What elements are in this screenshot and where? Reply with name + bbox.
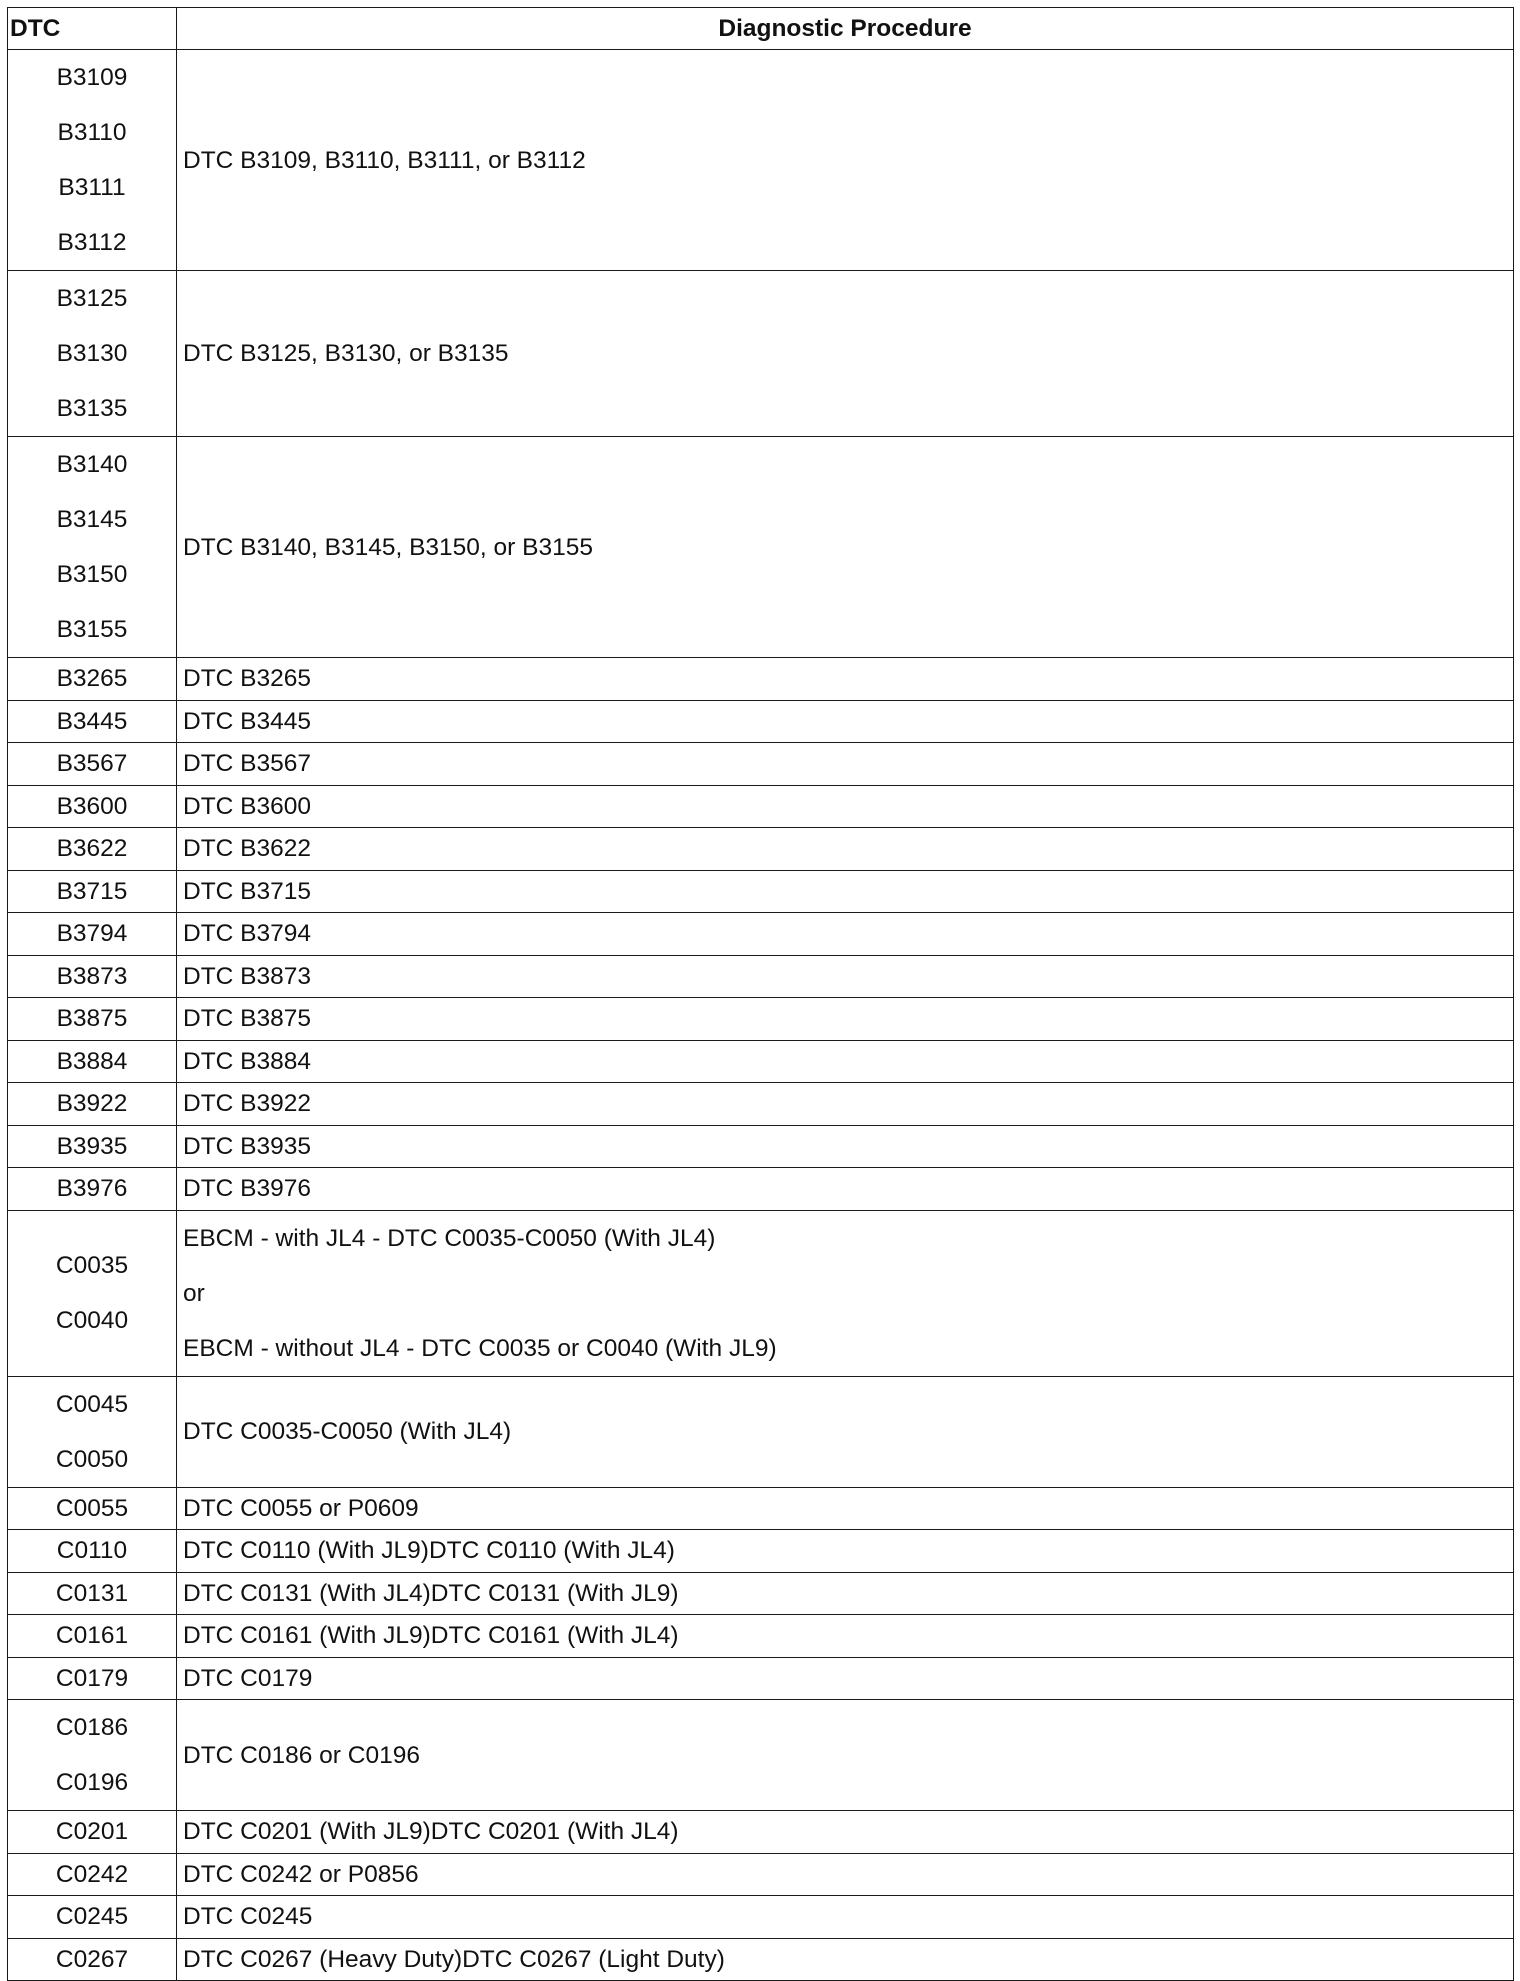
diagnostic-procedure-cell: [177, 913, 1514, 956]
dtc-code: B3622: [56, 835, 128, 862]
dtc-code-cell: [8, 50, 177, 271]
table-row: [8, 1210, 1514, 1376]
dtc-code: B3794: [56, 920, 128, 947]
diagnostic-procedure-link: DTC C0055 or P0609: [183, 1494, 419, 1522]
dtc-code-cell: [8, 1083, 177, 1126]
dtc-code: B3922: [56, 1090, 128, 1117]
dtc-code: B3873: [56, 962, 128, 990]
dtc-code: C0161: [55, 1622, 129, 1649]
table-row: [8, 1376, 1514, 1487]
dtc-code: B3145: [56, 506, 128, 533]
diagnostic-procedure-link: DTC C0186 or C0196: [183, 1741, 420, 1769]
dtc-code-cell: [8, 1530, 177, 1573]
table-row: [8, 1572, 1514, 1615]
diagnostic-procedure-link: or: [183, 1279, 205, 1307]
table-row: [8, 1125, 1514, 1168]
diagnostic-procedure-link: DTC B3976: [183, 1175, 312, 1202]
table-row: [8, 1040, 1514, 1083]
dtc-code: C0055: [55, 1494, 129, 1522]
diagnostic-procedure-link: DTC B3600: [183, 792, 312, 820]
dtc-code-cell: [8, 1210, 177, 1376]
diagnostic-procedure-cell: [177, 437, 1514, 658]
diagnostic-procedure-cell: [177, 1083, 1514, 1126]
table-row: [8, 913, 1514, 956]
dtc-code-cell: [8, 1168, 177, 1211]
dtc-code-cell: [8, 700, 177, 743]
table-row: [8, 1700, 1514, 1811]
diagnostic-procedure-cell: [177, 870, 1514, 913]
dtc-code-cell: [8, 658, 177, 701]
diagnostic-procedure-cell: [177, 271, 1514, 437]
diagnostic-procedure-link: DTC C0267 (Heavy Duty)DTC C0267 (Light Duty): [183, 1945, 725, 1973]
dtc-code-cell: [8, 1615, 177, 1658]
table-row: [8, 1853, 1514, 1896]
dtc-code-cell: [8, 1657, 177, 1700]
dtc-code-cell: [8, 271, 177, 437]
table-header-row: [8, 8, 1514, 50]
diagnostic-procedure-cell: [177, 1938, 1514, 1981]
dtc-code: B3600: [56, 792, 128, 820]
dtc-code-cell: [8, 785, 177, 828]
diagnostic-procedure-cell: [177, 1700, 1514, 1811]
dtc-code-cell: [8, 1700, 177, 1811]
dtc-code: C0245: [55, 1903, 129, 1930]
dtc-code-cell: [8, 955, 177, 998]
dtc-code: B3111: [58, 174, 126, 201]
diagnostic-procedure-link: DTC B3875: [183, 1005, 312, 1032]
dtc-code: C0131: [55, 1579, 129, 1607]
dtc-code: C0110: [56, 1537, 128, 1564]
dtc-code: B3140: [56, 451, 128, 478]
diagnostic-procedure-link: DTC C0201 (With JL9)DTC C0201 (With JL4): [183, 1818, 679, 1845]
diagnostic-procedure-link: DTC C0035-C0050 (With JL4): [183, 1418, 512, 1445]
header-diagnostic-procedure: Diagnostic Procedure: [177, 8, 1514, 50]
dtc-code: B3109: [56, 64, 128, 91]
dtc-code: B3150: [56, 561, 128, 588]
dtc-code: B3935: [56, 1132, 128, 1160]
diagnostic-procedure-cell: [177, 1040, 1514, 1083]
table-row: [8, 1083, 1514, 1126]
dtc-code-cell: [8, 998, 177, 1041]
dtc-code: B3445: [56, 707, 128, 735]
header-dtc: DTC: [8, 8, 177, 50]
table-row: [8, 700, 1514, 743]
table-row: [8, 1168, 1514, 1211]
diagnostic-procedure-link: DTC C0131 (With JL4)DTC C0131 (With JL9): [183, 1579, 679, 1607]
diagnostic-procedure-link: DTC B3884: [183, 1047, 312, 1075]
dtc-code-cell: [8, 437, 177, 658]
diagnostic-procedure-cell: [177, 998, 1514, 1041]
table-row: [8, 1938, 1514, 1981]
diagnostic-procedure-cell: [177, 743, 1514, 786]
diagnostic-procedure-link: DTC C0161 (With JL9)DTC C0161 (With JL4): [183, 1622, 679, 1649]
dtc-code-cell: [8, 828, 177, 871]
dtc-code: B3875: [56, 1005, 128, 1032]
diagnostic-procedure-link: DTC C0245: [183, 1903, 313, 1930]
table-row: [8, 1530, 1514, 1573]
dtc-code: B3135: [56, 395, 128, 422]
diagnostic-procedure-link: DTC B3109, B3110, B3111, or B3112: [183, 146, 586, 174]
dtc-code-cell: [8, 1572, 177, 1615]
dtc-code: C0267: [55, 1945, 129, 1973]
diagnostic-procedure-cell: [177, 1376, 1514, 1487]
dtc-code-cell: [8, 1811, 177, 1854]
dtc-code: B3110: [57, 119, 127, 146]
diagnostic-procedure-link: DTC B3125, B3130, or B3135: [183, 340, 509, 367]
diagnostic-procedure-cell: [177, 1572, 1514, 1615]
dtc-code-cell: [8, 1376, 177, 1487]
dtc-code: C0035: [55, 1252, 129, 1279]
diagnostic-procedure-link: DTC B3622: [183, 835, 312, 862]
dtc-code-cell: [8, 1938, 177, 1981]
dtc-code-cell: [8, 1125, 177, 1168]
table-row: [8, 1615, 1514, 1658]
table-row: [8, 955, 1514, 998]
diagnostic-procedure-link: DTC C0110 (With JL9)DTC C0110 (With JL4): [183, 1537, 675, 1564]
diagnostic-procedure-link: DTC B3567: [183, 750, 312, 777]
dtc-code: C0186: [55, 1714, 129, 1741]
dtc-code: C0242: [55, 1860, 129, 1888]
dtc-code-cell: [8, 743, 177, 786]
table-row: [8, 828, 1514, 871]
diagnostic-procedure-link: DTC B3265: [183, 665, 312, 692]
table-row: [8, 658, 1514, 701]
diagnostic-procedure-cell: [177, 1125, 1514, 1168]
table-row: [8, 785, 1514, 828]
diagnostic-procedure-cell: [177, 1811, 1514, 1854]
dtc-code: C0045: [55, 1390, 129, 1418]
diagnostic-procedure-cell: [177, 1487, 1514, 1530]
diagnostic-procedure-link: DTC B3715: [183, 877, 312, 905]
diagnostic-procedure-link: DTC C0179: [183, 1664, 313, 1692]
diagnostic-procedure-link: EBCM - without JL4 - DTC C0035 or C0040 (With JL9): [183, 1334, 777, 1362]
dtc-code: B3567: [56, 750, 128, 777]
diagnostic-procedure-link: DTC B3935: [183, 1132, 312, 1160]
table-row: [8, 743, 1514, 786]
dtc-code: C0201: [55, 1818, 129, 1845]
dtc-code: B3976: [56, 1175, 128, 1202]
diagnostic-procedure-cell: [177, 955, 1514, 998]
diagnostic-procedure-cell: [177, 700, 1514, 743]
diagnostic-procedure-link: DTC C0242 or P0856: [183, 1860, 419, 1888]
diagnostic-procedure-cell: [177, 1853, 1514, 1896]
dtc-table: [7, 7, 1514, 1981]
table-row: [8, 998, 1514, 1041]
diagnostic-procedure-link: EBCM - with JL4 - DTC C0035-C0050 (With JL4): [183, 1224, 716, 1252]
dtc-code-cell: [8, 870, 177, 913]
dtc-code: B3884: [56, 1047, 128, 1075]
dtc-code: C0050: [55, 1445, 129, 1473]
diagnostic-procedure-cell: [177, 828, 1514, 871]
diagnostic-procedure-cell: [177, 658, 1514, 701]
dtc-code: C0040: [55, 1307, 129, 1334]
diagnostic-procedure-link: DTC B3873: [183, 962, 312, 990]
table-row: [8, 271, 1514, 437]
diagnostic-procedure-cell: [177, 1657, 1514, 1700]
dtc-code-cell: [8, 913, 177, 956]
dtc-code-cell: [8, 1040, 177, 1083]
dtc-code: B3265: [56, 665, 128, 692]
table-row: [8, 1657, 1514, 1700]
diagnostic-procedure-cell: [177, 1168, 1514, 1211]
diagnostic-procedure-link: DTC B3922: [183, 1090, 312, 1117]
diagnostic-procedure-link: DTC B3140, B3145, B3150, or B3155: [183, 533, 593, 561]
diagnostic-procedure-cell: [177, 1210, 1514, 1376]
table-row: [8, 437, 1514, 658]
diagnostic-procedure-cell: [177, 785, 1514, 828]
dtc-code: C0179: [55, 1664, 129, 1692]
dtc-code: B3130: [56, 340, 128, 367]
dtc-code: B3715: [56, 877, 128, 905]
table-body: [8, 50, 1514, 1981]
table-row: [8, 50, 1514, 271]
dtc-code: B3155: [56, 616, 128, 643]
table-row: [8, 1487, 1514, 1530]
dtc-code-cell: [8, 1853, 177, 1896]
table-row: [8, 870, 1514, 913]
dtc-code: B3125: [56, 285, 128, 312]
dtc-code-cell: [8, 1487, 177, 1530]
diagnostic-procedure-link: DTC B3794: [183, 920, 312, 947]
diagnostic-procedure-cell: [177, 1530, 1514, 1573]
diagnostic-procedure-cell: [177, 50, 1514, 271]
dtc-code: C0196: [55, 1769, 129, 1796]
dtc-code: B3112: [57, 229, 127, 256]
table-row: [8, 1811, 1514, 1854]
diagnostic-procedure-cell: [177, 1615, 1514, 1658]
diagnostic-procedure-link: DTC B3445: [183, 707, 312, 735]
